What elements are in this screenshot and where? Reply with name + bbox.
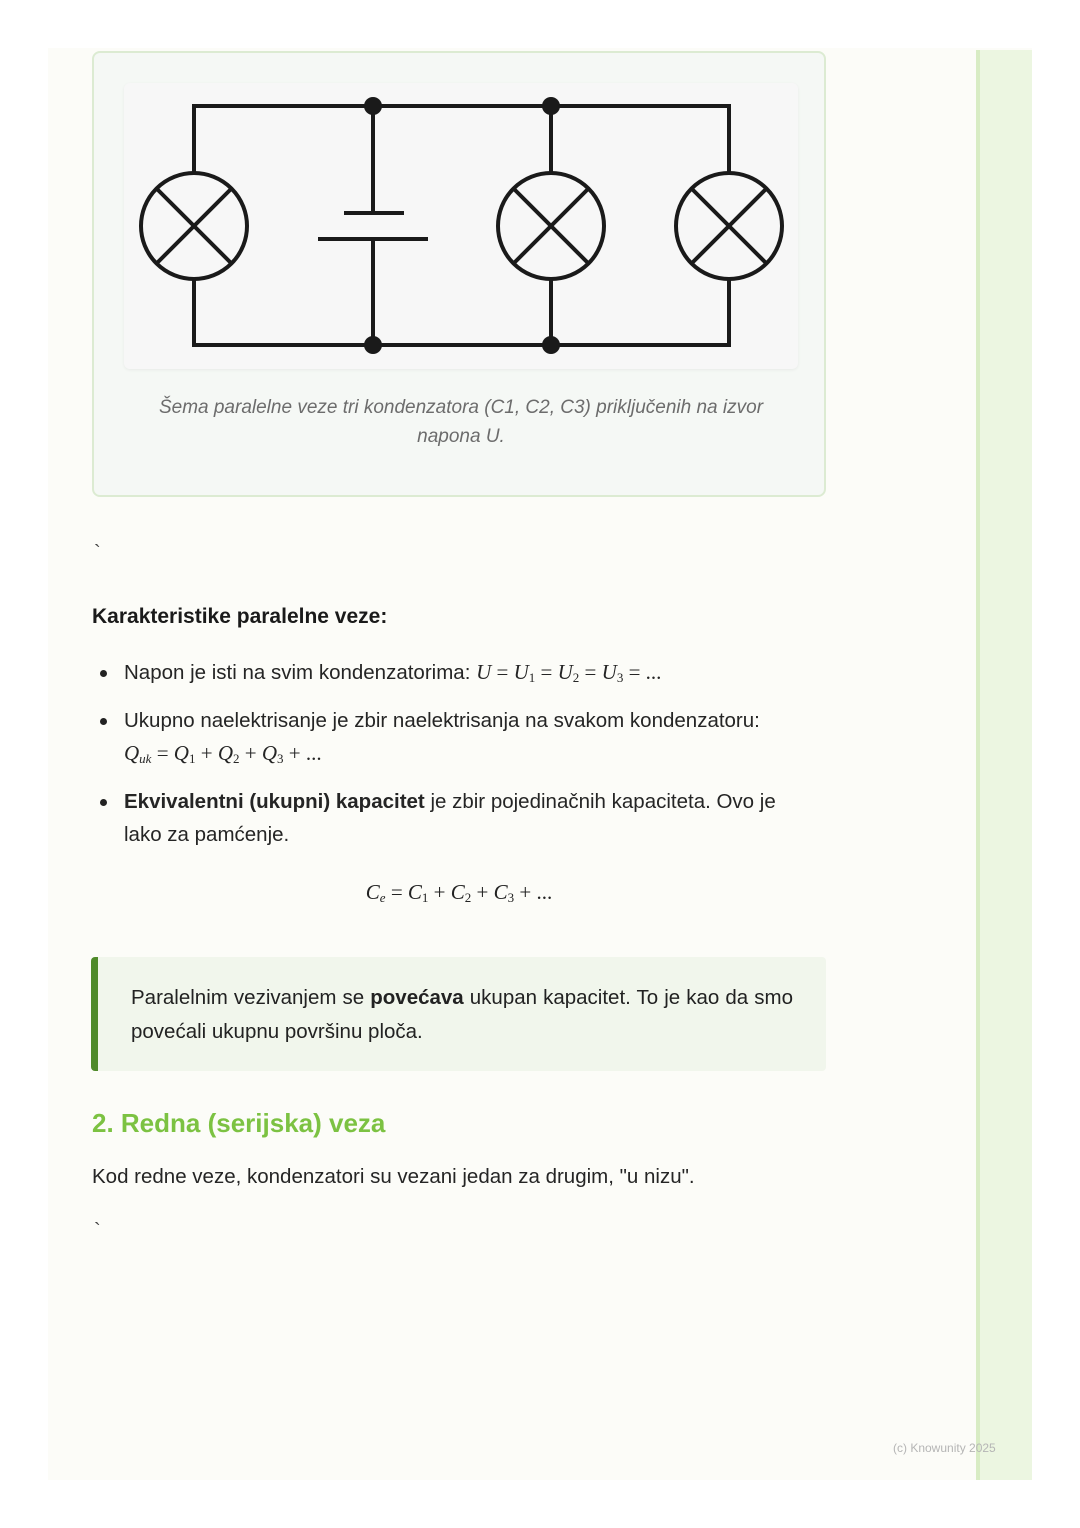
characteristics-heading: Karakteristike paralelne veze: xyxy=(92,605,388,628)
bullet-dot xyxy=(100,799,107,806)
figure-card xyxy=(92,51,826,497)
battery-symbol xyxy=(318,213,428,239)
list-item-text: Napon je isti na svim kondenzatorima: xyxy=(124,661,477,684)
bullet-dot xyxy=(100,670,107,677)
note-text-bold: povećava xyxy=(370,986,464,1009)
figure-caption: Šema paralelne veze tri kondenzatora (C1, C2, C3) priključenih na izvor napona U. xyxy=(158,397,764,447)
right-margin-strip xyxy=(976,50,1032,1480)
list-item-text: Ukupno naelektrisanje je zbir naelektrisanja na svakom kondenzatoru: xyxy=(124,709,760,732)
section-paragraph: Kod redne veze, kondenzatori su vezani jedan za drugim, "u nizu". xyxy=(92,1165,695,1188)
capacitance-equation: $C_e = C_1 + C_2 + C_3$ + ... xyxy=(365,880,553,905)
copyright-footer: (c) Knowunity 2025 xyxy=(893,1441,996,1455)
list-item xyxy=(92,785,812,851)
circuit-diagram xyxy=(124,83,798,369)
charge-formula: $Q_{uk} = Q_1 + Q_2 + Q_3$ + ... xyxy=(124,741,322,766)
section-heading: 2. Redna (serijska) veza xyxy=(92,1108,386,1138)
stray-backtick: ` xyxy=(94,542,101,564)
list-item-text: je zbir pojedinačnih kapaciteta. Ovo je lako za pamćenje. xyxy=(124,790,776,846)
list-item xyxy=(92,656,812,694)
lamp-symbol-3 xyxy=(676,173,782,279)
note-text-before: Paralelnim vezivanjem se xyxy=(131,986,371,1009)
note-text xyxy=(131,981,793,1049)
note-callout xyxy=(91,957,826,1071)
note-text-after: ukupan kapacitet. To je kao da smo povećali ukupnu površinu ploča. xyxy=(131,986,793,1043)
lamp-symbol-1 xyxy=(141,173,247,279)
voltage-formula: $U = U_1 = U_2 = U_3$ = ... xyxy=(476,660,662,685)
characteristics-list xyxy=(92,656,812,861)
stray-backtick: ` xyxy=(94,1220,101,1242)
lamp-symbol-2 xyxy=(498,173,604,279)
list-item xyxy=(92,704,812,775)
list-item-bold: Ekvivalentni (ukupni) kapacitet xyxy=(124,790,425,813)
bullet-dot xyxy=(100,718,107,725)
circuit-svg xyxy=(124,83,798,369)
